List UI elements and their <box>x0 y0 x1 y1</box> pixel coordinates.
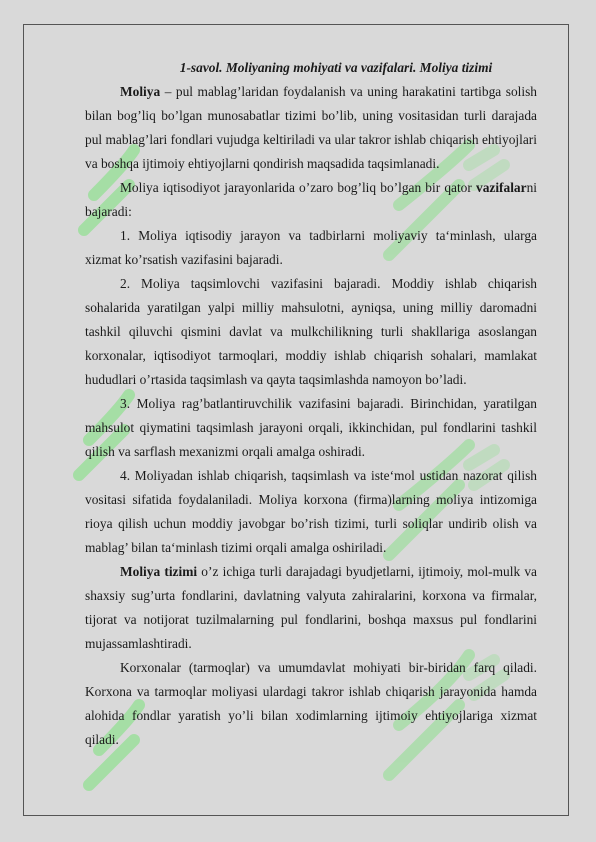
functions-intro-tail: ni bajaradi: <box>85 180 537 219</box>
term-moliya-tizimi: Moliya tizimi <box>120 564 198 579</box>
paragraph-function-1: 1. Moliya iqtisodiy jarayon va tadbirlarni moliyaviy ta‘minlash, ularga xizmat ko’rsatish vazifasini bajaradi. <box>85 228 537 267</box>
functions-intro-text: Moliya iqtisodiyot jarayonlarida o’zaro bog’liq bo’lgan bir qator <box>120 180 476 195</box>
paragraph-function-2: 2. Moliya taqsimlovchi vazifasini bajaradi. Moddiy ishlab chiqarish sohalarida yaratilgan yalpi milliy mahsulotni, ayniqsa, uning milliy daromadni tashkil qiluvchi qismini davlat va mulkchilikning turli shakllariga asoslangan korxonalar, iqtisodiyot tarmoqlari, moddiy ishlab chiqarish sohalari, mamlakat hududlari o’rtasida taqsimlash va qayta taqsimlashda namoyon bo’ladi. <box>85 276 537 387</box>
document-body <box>85 56 537 752</box>
paragraph-definition <box>85 80 537 176</box>
paragraph-financial-system <box>85 560 537 656</box>
term-moliya: Moliya <box>120 84 161 99</box>
paragraph-function-3: 3. Moliya rag’batlantiruvchilik vazifasini bajaradi. Birinchidan, yaratilgan mahsulot qiymatini taqsimlash jarayoni orqali, ikkinchidan, pul fondlarini tashkil qilish va sarflash mexanizmi orqali amalga oshiradi. <box>85 396 537 459</box>
term-vazifalar: vazifalar <box>476 180 527 195</box>
paragraph-definition-text: – pul mablag’laridan foydalanish va uning harakatini tartibga solish bilan bog’liq bo’lgan munosabatlar tizimi bo’lib, uning vositasidan turli darajada pul mablag’lari fondlari vujudga keltiriladi va ular takror ishlab chiqarish ehtiyojlari va boshqa ijtimoiy ehtiyojlarni qondirish maqsadida taqsimlanadi. <box>85 84 537 171</box>
financial-system-text: o’z ichiga turli darajadagi byudjetlarni, ijtimoiy, mol-mulk va shaxsiy sug’urta fondlarini, davlatning valyuta zahiralarini, korxona va firmalar, tijorat va notijorat tuzilmalarning pul fondlarini, boshqa maxsus pul fondlarini mujassamlashtiradi. <box>85 564 537 651</box>
document-page <box>23 24 569 816</box>
paragraph-function-4: 4. Moliyadan ishlab chiqarish, taqsimlash va iste‘mol ustidan nazorat qilish vositasi sifatida foydalaniladi. Moliya korxona (firma)larning moliya intizomiga rioya qilish uchun moddiy javobgar bo’rish tizimi, turli soliqlar undirib olish va mablag’ bilan ta‘minlash tizimi orqali amalga oshiriladi. <box>85 468 537 555</box>
paragraph-functions-intro <box>85 176 537 224</box>
page-title: 1-savol. Moliyaning mohiyati va vazifalari. Moliya tizimi <box>179 60 493 75</box>
paragraph-enterprises: Korxonalar (tarmoqlar) va umumdavlat mohiyati bir-biridan farq qiladi. Korxona va tarmoqlar moliyasi ulardagi takror ishlab chiqarish jarayonida hamda alohida fondlar yaratish yo’li bilan xodimlarning ijtimoiy ehtiyojlariga xizmat qiladi. <box>85 660 537 747</box>
